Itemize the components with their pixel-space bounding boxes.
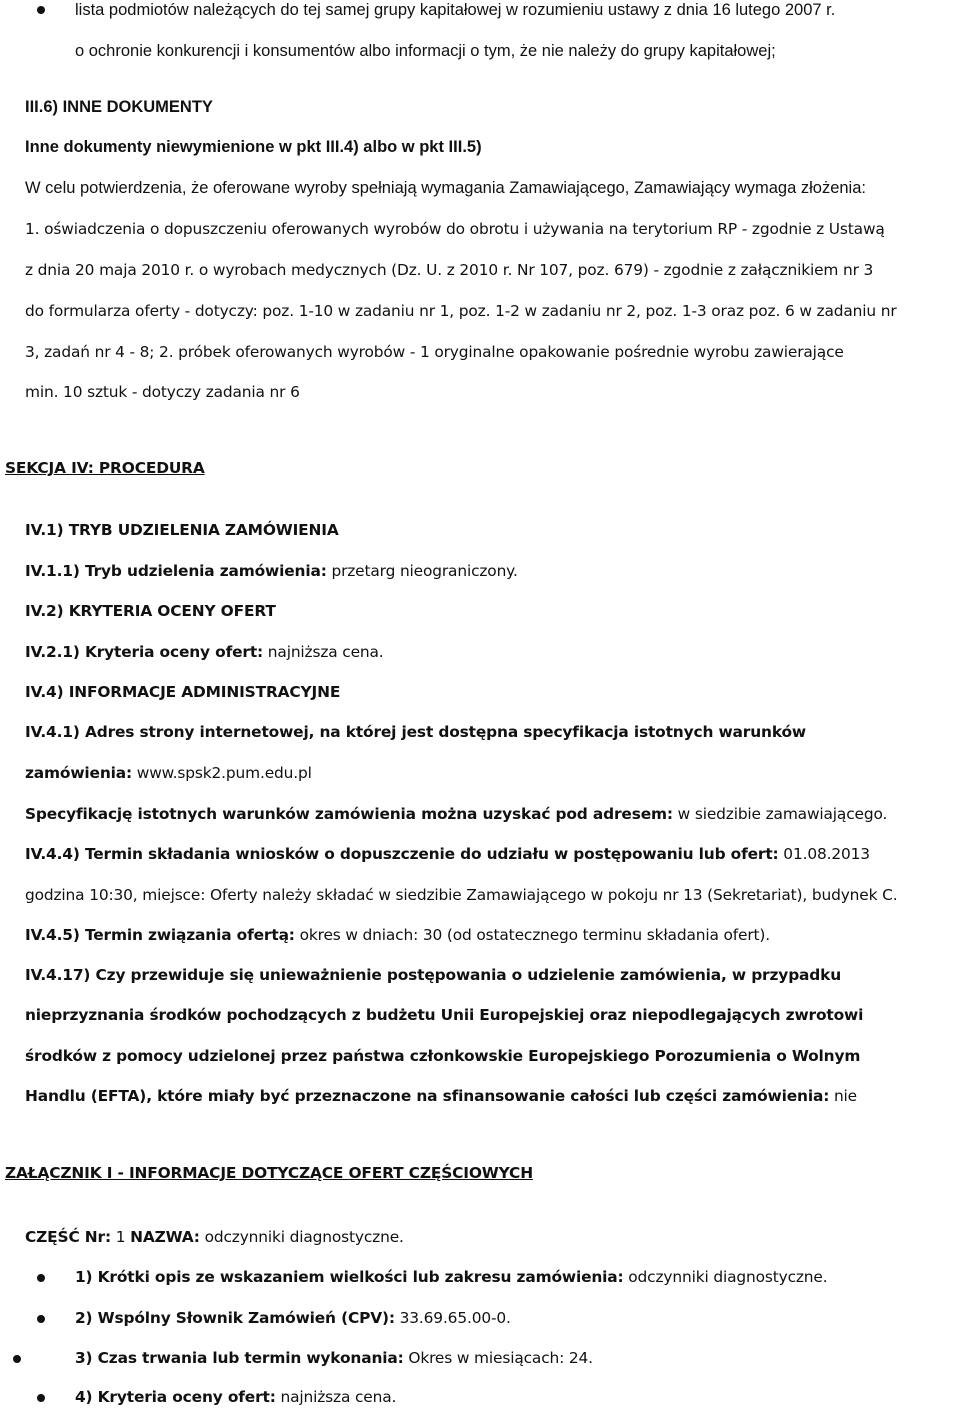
requirement-paragraph-line: z dnia 20 maja 2010 r. o wyrobach medycznych (Dz. U. z 2010 r. Nr 107, poz. 679) - zgodnie z załącznikiem nr 3 <box>25 261 874 279</box>
list-item-line: lista podmiotów należących do tej samej grupy kapitałowej w rozumieniu ustawy z dnia 16 lutego 2007 r. <box>75 1 836 19</box>
field-label: Specyfikację istotnych warunków zamówienia można uzyskać pod adresem: <box>25 805 673 823</box>
field-value: najniższa cena. <box>275 1388 397 1406</box>
heading-iv1: IV.1) TRYB UDZIELENIA ZAMÓWIENIA <box>25 521 339 539</box>
field-label-website-line1: IV.4.1) Adres strony internetowej, na której jest dostępna specyfikacja istotnych warunków <box>25 723 807 741</box>
field-siwz-address <box>25 804 887 824</box>
section-heading-procedure: SEKCJA IV: PROCEDURA <box>5 459 205 477</box>
website-link[interactable]: www.spsk2.pum.edu.pl <box>132 764 312 782</box>
field-label: Handlu (EFTA), które miały być przeznaczone na sfinansowanie całości lub części zamówienia: <box>25 1087 830 1105</box>
question-line: środków z pomocy udzielonej przez państwa członkowskie Europejskiego Porozumienia o Wolnym <box>25 1047 861 1065</box>
list-bullet <box>13 1355 21 1363</box>
field-evaluation-criteria <box>25 642 384 662</box>
field-value: 33.69.65.00-0. <box>394 1309 511 1327</box>
submission-details: godzina 10:30, miejsce: Oferty należy składać w siedzibie Zamawiającego w pokoju nr 13 (Sekretariat), budynek C. <box>25 886 898 904</box>
field-label: 3) Czas trwania lub termin wykonania: <box>75 1349 404 1367</box>
field-label: IV.4.5) Termin związania ofertą: <box>25 926 295 944</box>
requirement-paragraph-line: 3, zadań nr 4 - 8; 2. próbek oferowanych wyrobów - 1 oryginalne opakowanie pośrednie wyrobu zawierające <box>25 343 844 361</box>
name-value: odczynniki diagnostyczne. <box>199 1228 404 1246</box>
field-label: 1) Krótki opis ze wskazaniem wielkości lub zakresu zamówienia: <box>75 1268 624 1286</box>
field-label: 4) Kryteria oceny ofert: <box>75 1388 276 1406</box>
annex-heading: ZAŁĄCZNIK I - INFORMACJE DOTYCZĄCE OFERT CZĘŚCIOWYCH <box>5 1164 533 1182</box>
list-item <box>75 1387 396 1407</box>
part-header <box>25 1227 404 1247</box>
field-value: w siedzibie zamawiającego. <box>672 805 888 823</box>
requirement-paragraph-line: do formularza oferty - dotyczy: poz. 1-10 w zadaniu nr 1, poz. 1-2 w zadaniu nr 2, poz. 1-3 oraz poz. 6 w zadaniu nr <box>25 302 897 320</box>
field-value: przetarg nieograniczony. <box>326 562 518 580</box>
list-bullet <box>37 6 45 14</box>
field-procedure-type <box>25 561 518 581</box>
list-item-line: o ochronie konkurencji i konsumentów albo informacji o tym, że nie należy do grupy kapitałowej; <box>75 42 776 60</box>
field-binding-period <box>25 925 770 945</box>
field-label: 2) Wspólny Słownik Zamówień (CPV): <box>75 1309 395 1327</box>
section-heading-iii6: III.6) INNE DOKUMENTY <box>25 98 213 116</box>
part-label: CZĘŚĆ Nr: <box>25 1228 111 1246</box>
field-website <box>25 763 312 783</box>
part-number: 1 <box>110 1228 131 1246</box>
requirement-paragraph-line: min. 10 sztuk - dotyczy zadania nr 6 <box>25 383 300 401</box>
list-item <box>75 1308 511 1328</box>
requirement-intro: W celu potwierdzenia, że oferowane wyroby spełniają wymagania Zamawiającego, Zamawiający wymaga złożenia: <box>25 179 866 197</box>
heading-iv2: IV.2) KRYTERIA OCENY OFERT <box>25 602 276 620</box>
list-bullet <box>37 1274 45 1282</box>
list-bullet <box>37 1394 45 1402</box>
field-label: IV.1.1) Tryb udzielenia zamówienia: <box>25 562 327 580</box>
field-value: 01.08.2013 <box>778 845 870 863</box>
list-item <box>75 1267 827 1287</box>
requirement-paragraph-line: 1. oświadczenia o dopuszczeniu oferowanych wyrobów do obrotu i używania na terytorium RP - zgodnie z Ustawą <box>25 220 885 238</box>
list-bullet <box>37 1315 45 1323</box>
subheading-other-documents: Inne dokumenty niewymienione w pkt III.4) albo w pkt III.5) <box>25 138 482 156</box>
field-value: Okres w miesiącach: 24. <box>403 1349 593 1367</box>
field-label: IV.4.4) Termin składania wniosków o dopuszczenie do udziału w postępowaniu lub ofert: <box>25 845 779 863</box>
field-value: odczynniki diagnostyczne. <box>623 1268 828 1286</box>
field-submission-deadline <box>25 844 870 864</box>
field-annulment <box>25 1086 857 1106</box>
list-item <box>75 1348 593 1368</box>
question-line: IV.4.17) Czy przewiduje się unieważnienie postępowania o udzielenie zamówienia, w przypadku <box>25 966 842 984</box>
field-label: IV.2.1) Kryteria oceny ofert: <box>25 643 264 661</box>
heading-iv4: IV.4) INFORMACJE ADMINISTRACYJNE <box>25 683 341 701</box>
question-line: nieprzyznania środków pochodzących z budżetu Unii Europejskiej oraz niepodlegających zwrotowi <box>25 1006 864 1024</box>
field-value: okres w dniach: 30 (od ostatecznego terminu składania ofert). <box>294 926 771 944</box>
field-value: nie <box>829 1087 857 1105</box>
field-label: zamówienia: <box>25 764 133 782</box>
name-label: NAZWA: <box>130 1228 200 1246</box>
field-value: najniższa cena. <box>263 643 384 661</box>
